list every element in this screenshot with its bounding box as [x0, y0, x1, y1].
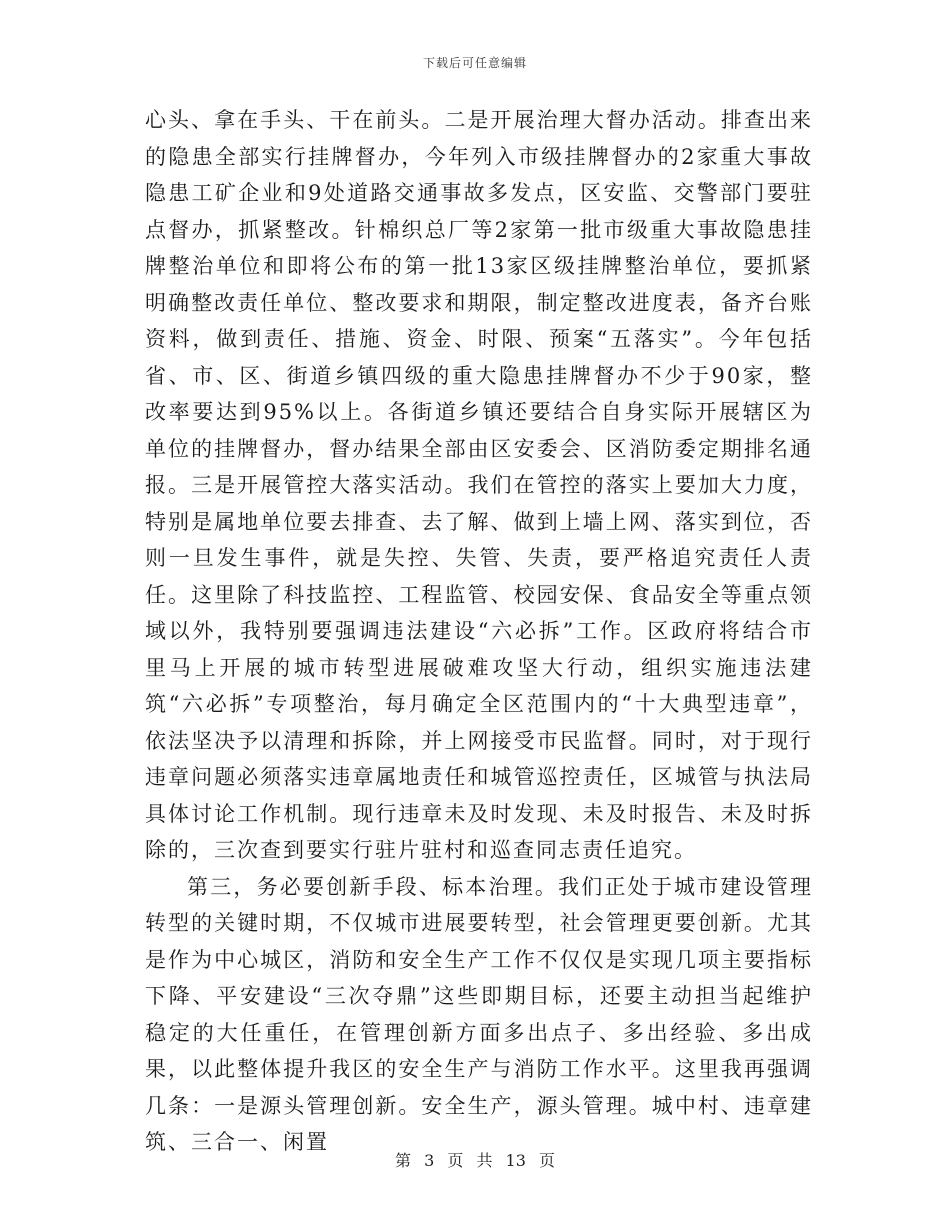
page-number-footer: 第 3 页 共 13 页	[395, 1151, 555, 1170]
paragraph-continuation: 心头、拿在手头、干在前头。二是开展治理大督办活动。排查出来的隐患全部实行挂牌督办，今年列入市级挂牌督办的2家重大事故隐患工矿企业和9处道路交通事故多发点，区安监、交警部门要驻点督办，抓紧整改。针棉织总厂等2家第一批市级重大事故隐患挂牌整治单位和即将公布的第一批13家区级挂牌整治单位，要抓紧明确整改责任单位、整改要求和期限，制定整改进度表，备齐台账资料，做到责任、措施、资金、时限、预案“五落实”。今年包括省、市、区、街道乡镇四级的重大隐患挂牌督办不少于90家，整改率要达到95%以上。各街道乡镇还要结合自身实际开展辖区为单位的挂牌督办，督办结果全部由区安委会、区消防委定期排名通报。三是开展管控大落实活动。我们在管控的落实上要加大力度，特别是属地单位要去排查、去了解、做到上墙上网、落实到位，否则一旦发生事件，就是失控、失管、失责，要严格追究责任人责任。这里除了科技监控、工程监管、校园安保、食品安全等重点领域以外，我特别要强调违法建设“六必拆”工作。区政府将结合市里马上开展的城市转型进展破难攻坚大行动，组织实施违法建筑“六必拆”专项整治，每月确定全区范围内的“十大典型违章”，依法坚决予以清理和拆除，并上网接受市民监督。同时，对于现行违章问题必须落实违章属地责任和城管巡控责任，区城管与执法局具体讨论工作机制。现行违章未及时发现、未及时报告、未及时拆除的，三次查到要实行驻片驻村和巡查同志责任追究。	[145, 108, 813, 862]
paragraph-third-point: 第三，务必要创新手段、标本治理。我们正处于城市建设管理转型的关键时期，不仅城市进展要转型，社会管理更要创新。尤其是作为中心城区，消防和安全生产工作不仅仅是实现几项主要指标下降、平安建设“三次夺鼎”这些即期目标，还要主动担当起维护稳定的大任重任，在管理创新方面多出点子、多出经验、多出成果，以此整体提升我区的安全生产与消防工作水平。这里我再强调几条：一是源头管理创新。安全生产，源头管理。城中村、违章建筑、三合一、闲置	[145, 874, 813, 1154]
page-header: 下载后可任意编辑	[422, 56, 527, 70]
document-body	[145, 102, 813, 1161]
